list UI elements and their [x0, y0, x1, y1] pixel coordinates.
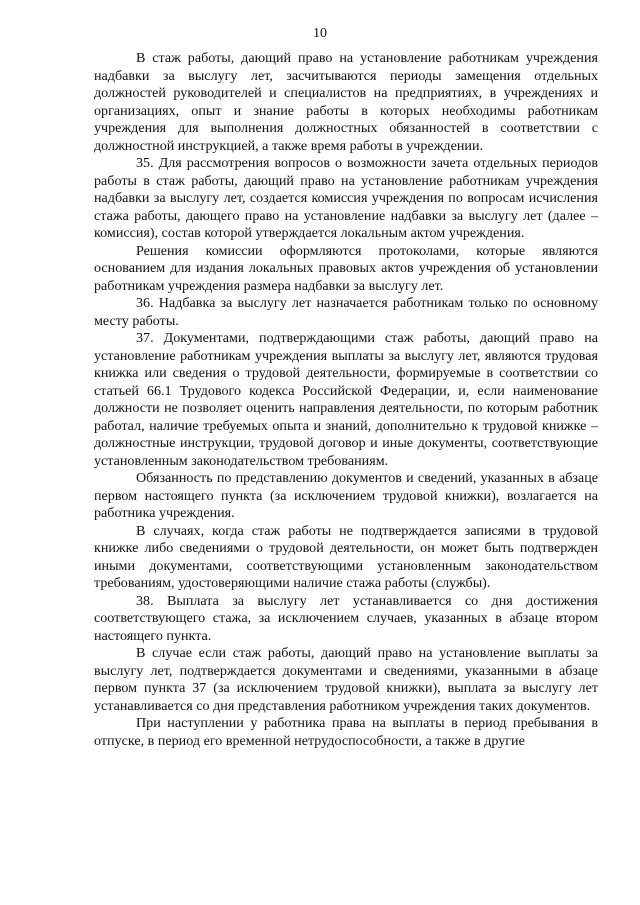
paragraph-payment-from-submission: В случае если стаж работы, дающий право на установление выплаты за выслугу лет, подтверждается документами и сведениями, указанными в абзаце первом пункта 37 (за исключением трудовой книжки), выплата за выслугу лет устанавливается со дня представления работником учреждения таких документов.	[94, 645, 598, 714]
paragraph-35-commission: 35. Для рассмотрения вопросов о возможности зачета отдельных периодов работы в стаж работы, дающий право на установление работникам учреждения надбавки за выслугу лет, создается комиссия учреждения по вопросам исчисления стажа работы, дающего право на установление надбавки за выслугу лет (далее – комиссия), состав которой утверждается локальным актом учреждения.	[94, 155, 598, 241]
paragraph-37-documents: 37. Документами, подтверждающими стаж работы, дающий право на установление работникам учреждения выплаты за выслугу лет, являются трудовая книжка или сведения о трудовой деятельности, формируемые в соответствии со статьей 66.1 Трудового кодекса Российской Федерации, и, если наименование должности не позволяет оценить направления деятельности, по которым работник работал, наличие требуемых опыта и знаний, дополнительно к трудовой книжке – должностные инструкции, трудовой договор и иные документы, соответствующие установленным законодательством требованиям.	[94, 330, 598, 469]
document-body	[94, 50, 598, 750]
paragraph-vacation-period: При наступлении у работника права на выплаты в период пребывания в отпуске, в период его временной нетрудоспособности, а также в другие	[94, 715, 598, 749]
paragraph-obligation: Обязанность по представлению документов и сведений, указанных в абзаце первом настоящего пункта (за исключением трудовой книжки), возлагается на работника учреждения.	[94, 470, 598, 521]
paragraph-commission-decisions: Решения комиссии оформляются протоколами, которые являются основанием для издания локальных правовых актов учреждения об установлении работникам учреждения размера надбавки за выслугу лет.	[94, 242, 598, 294]
page-number: 10	[313, 26, 327, 41]
paragraph-other-documents: В случаях, когда стаж работы не подтверждается записями в трудовой книжке либо сведениями о трудовой деятельности, он может быть подтвержден иными документами, соответствующими установленным законодательством требованиям, удостоверяющими наличие стажа работы (службы).	[94, 522, 598, 591]
paragraph-38-payment: 38. Выплата за выслугу лет устанавливается со дня достижения соответствующего стажа, за исключением случаев, указанных в абзаце втором настоящего пункта.	[94, 592, 598, 644]
paragraph-seniority-periods: В стаж работы, дающий право на установление работникам учреждения надбавки за выслугу лет, засчитываются периоды замещения отдельных должностей руководителей и специалистов на предприятиях, в учреждениях и организациях, опыт и знание работы в которых необходимы работникам учреждения для выполнения должностных обязанностей в соответствии с должностной инструкцией, а также время работы в учреждении.	[94, 50, 598, 154]
paragraph-36-main-workplace: 36. Надбавка за выслугу лет назначается работникам только по основному месту работы.	[94, 295, 598, 329]
